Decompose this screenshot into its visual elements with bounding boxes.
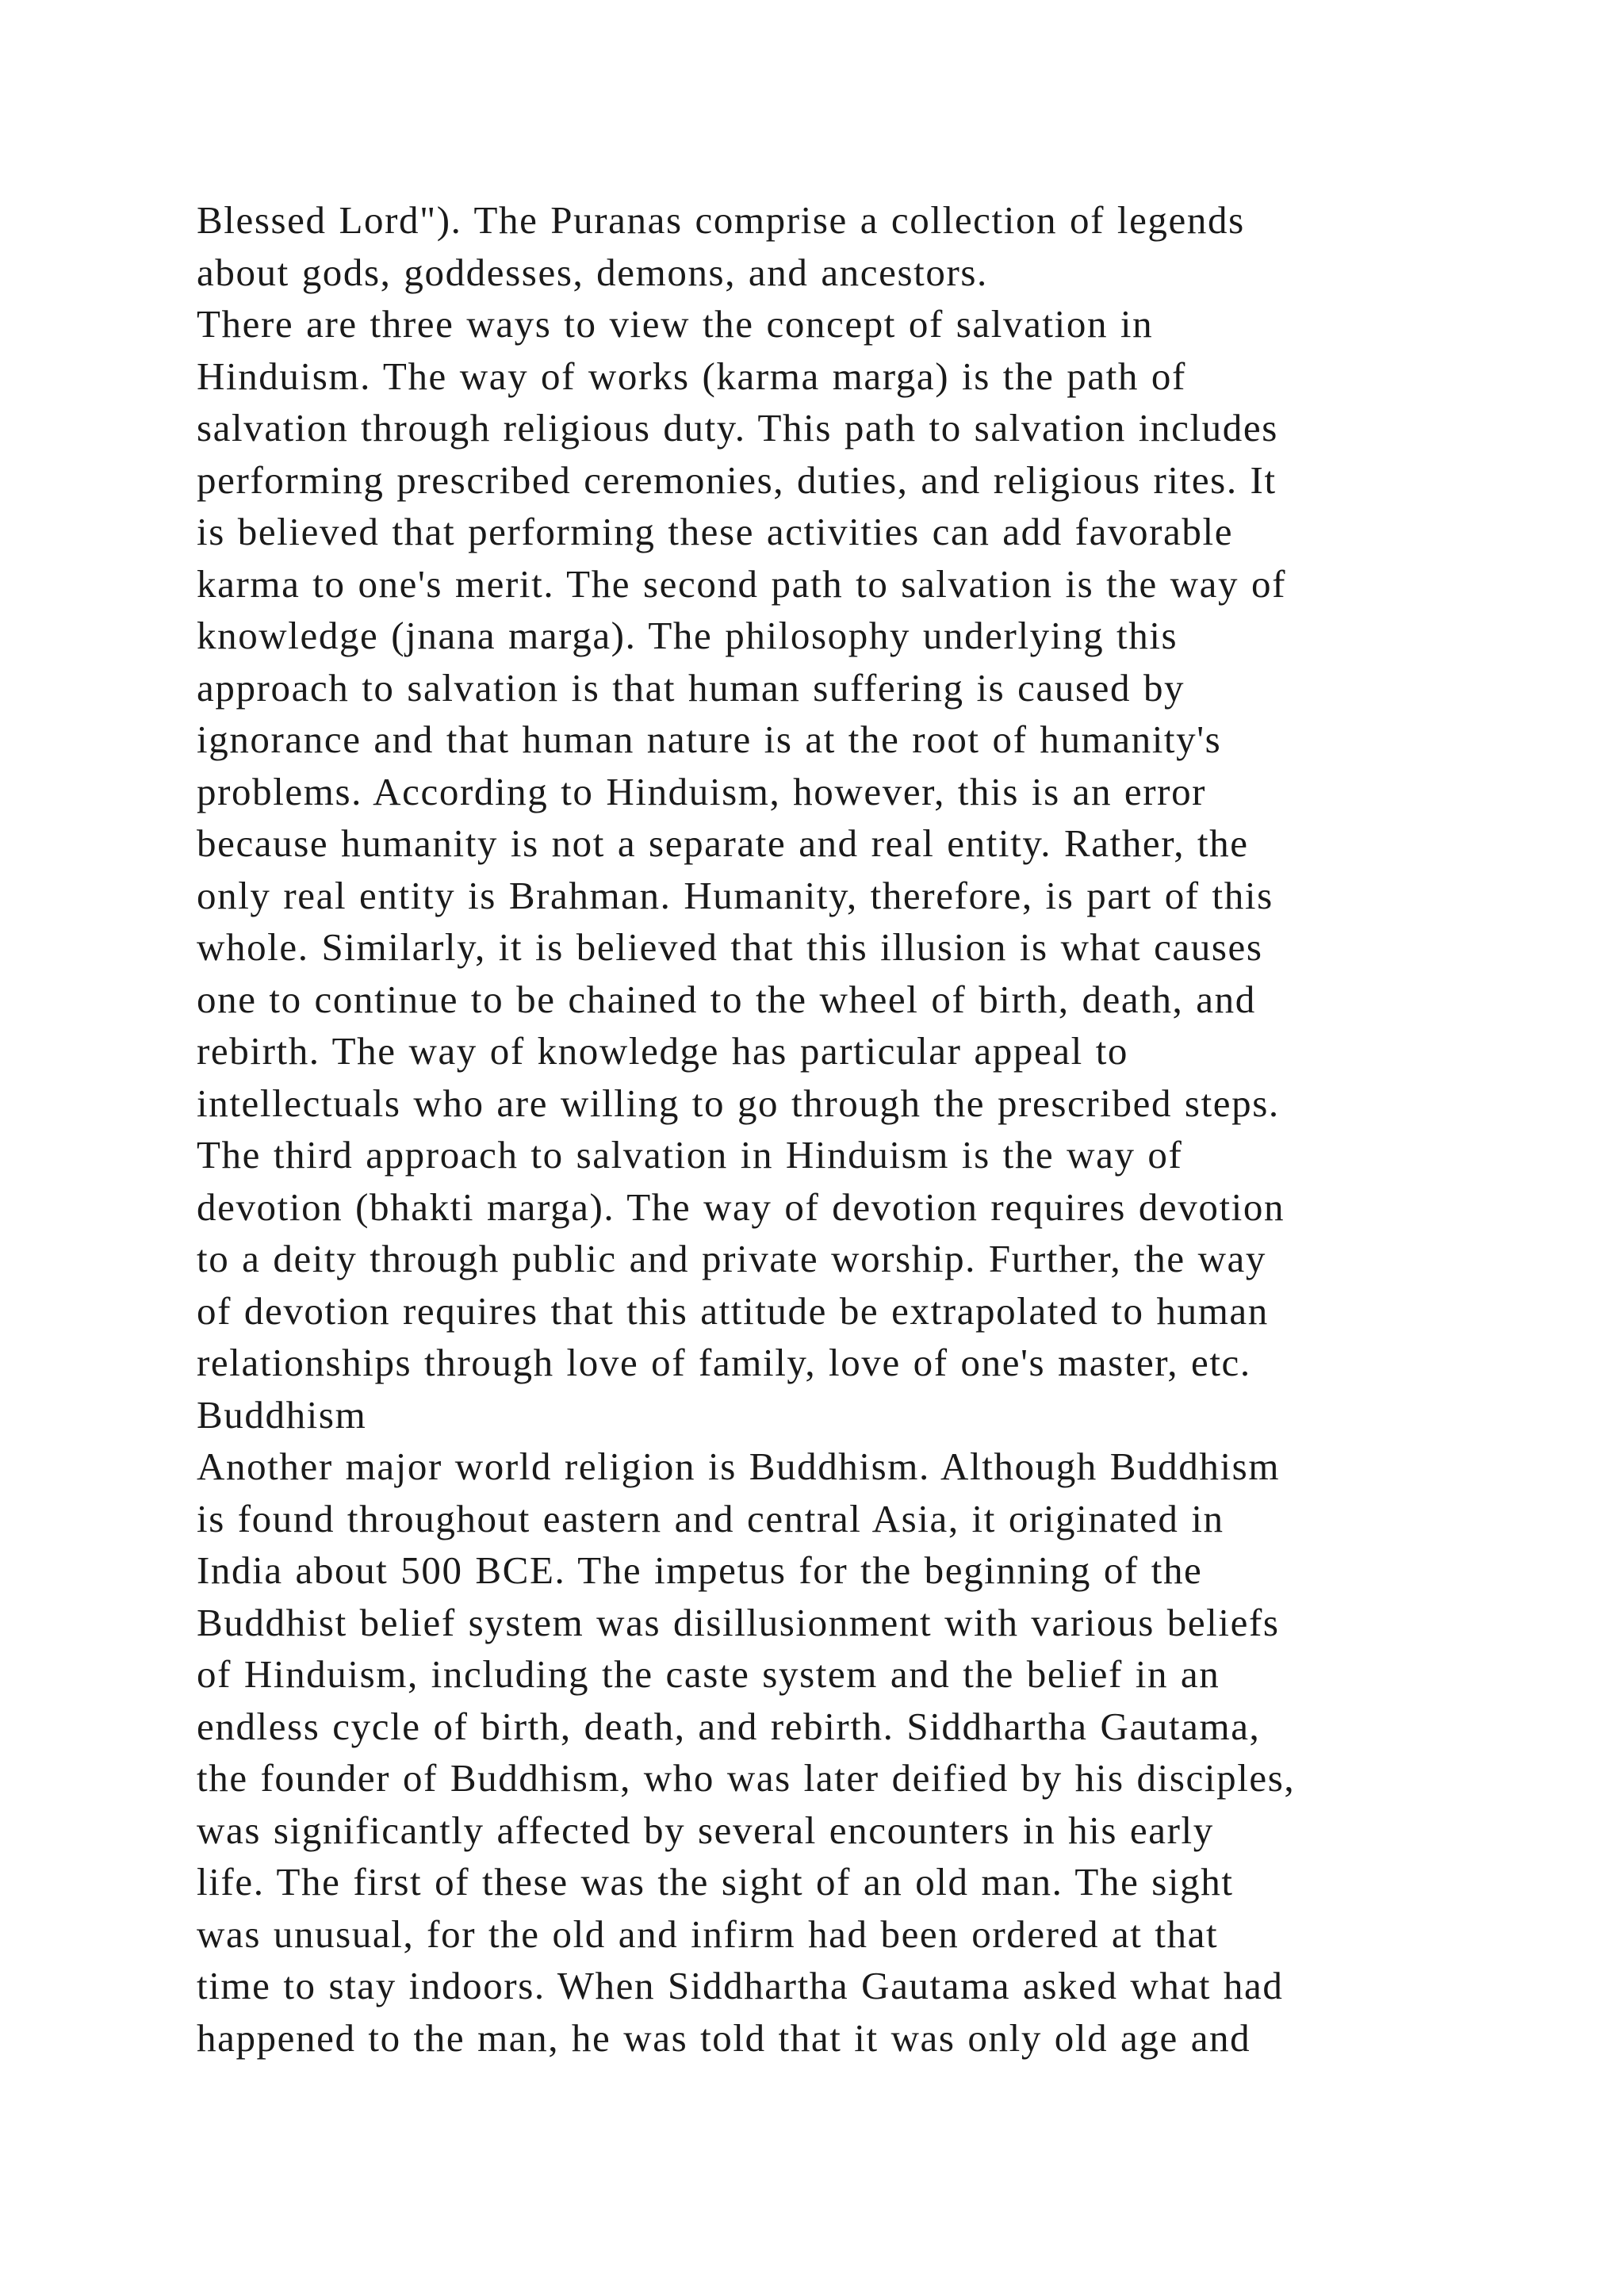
text-line: Blessed Lord"). The Puranas comprise a collection of legends: [197, 198, 1245, 242]
text-line: life. The first of these was the sight of an old man. The sight: [197, 1860, 1234, 1904]
text-line: to a deity through public and private worship. Further, the way: [197, 1237, 1267, 1280]
section-heading-buddhism: Buddhism: [197, 1392, 367, 1437]
text-line: approach to salvation is that human suffering is caused by: [197, 665, 1185, 710]
text-line: Hinduism. The way of works (karma marga) is the path of: [197, 354, 1186, 398]
text-line: performing prescribed ceremonies, duties, and religious rites. It: [197, 457, 1277, 502]
text-line: of Hinduism, including the caste system and the belief in an: [197, 1652, 1220, 1696]
text-line: Buddhist belief system was disillusionment with various beliefs: [197, 1600, 1280, 1644]
text-line: because humanity is not a separate and real entity. Rather, the: [197, 821, 1249, 865]
text-line: ignorance and that human nature is at the root of humanity's: [197, 718, 1222, 761]
text-line: devotion (bhakti marga). The way of devotion requires devotion: [197, 1184, 1285, 1229]
text-line: Another major world religion is Buddhism. Although Buddhism: [197, 1445, 1281, 1488]
text-line: was significantly affected by several encounters in his early: [197, 1808, 1214, 1852]
text-line: The third approach to salvation in Hinduism is the way of: [197, 1133, 1183, 1177]
text-line: only real entity is Brahman. Humanity, therefore, is part of this: [197, 873, 1274, 917]
text-line: is found throughout eastern and central Asia, it originated in: [197, 1496, 1224, 1540]
text-line: of devotion requires that this attitude be extrapolated to human: [197, 1288, 1269, 1333]
text-line: karma to one's merit. The second path to salvation is the way of: [197, 561, 1286, 606]
text-line: the founder of Buddhism, who was later deified by his disciples,: [197, 1756, 1296, 1800]
text-line: salvation through religious duty. This path to salvation includes: [197, 406, 1278, 450]
text-line: is believed that performing these activities can add favorable: [197, 510, 1234, 553]
text-line: knowledge (jnana marga). The philosophy underlying this: [197, 614, 1178, 657]
text-line: relationships through love of family, love of one's master, etc.: [197, 1341, 1251, 1384]
text-line: about gods, goddesses, demons, and ancestors.: [197, 250, 988, 294]
body-text: [197, 194, 1450, 2064]
text-line: one to continue to be chained to the wheel of birth, death, and: [197, 977, 1256, 1021]
text-line: time to stay indoors. When Siddhartha Gautama asked what had: [197, 1964, 1284, 2007]
text-line: rebirth. The way of knowledge has particular appeal to: [197, 1029, 1129, 1073]
text-line: intellectuals who are willing to go through the prescribed steps.: [197, 1081, 1280, 1125]
text-line: whole. Similarly, it is believed that this illusion is what causes: [197, 925, 1263, 969]
text-line: was unusual, for the old and infirm had been ordered at that: [197, 1911, 1219, 1956]
text-line: problems. According to Hinduism, however, this is an error: [197, 769, 1207, 813]
text-line: happened to the man, he was told that it was only old age and: [197, 2015, 1251, 2060]
text-line: There are three ways to view the concept of salvation in: [197, 302, 1154, 346]
text-line: endless cycle of birth, death, and rebirth. Siddhartha Gautama,: [197, 1704, 1261, 1748]
text-line: India about 500 BCE. The impetus for the beginning of the: [197, 1548, 1203, 1592]
